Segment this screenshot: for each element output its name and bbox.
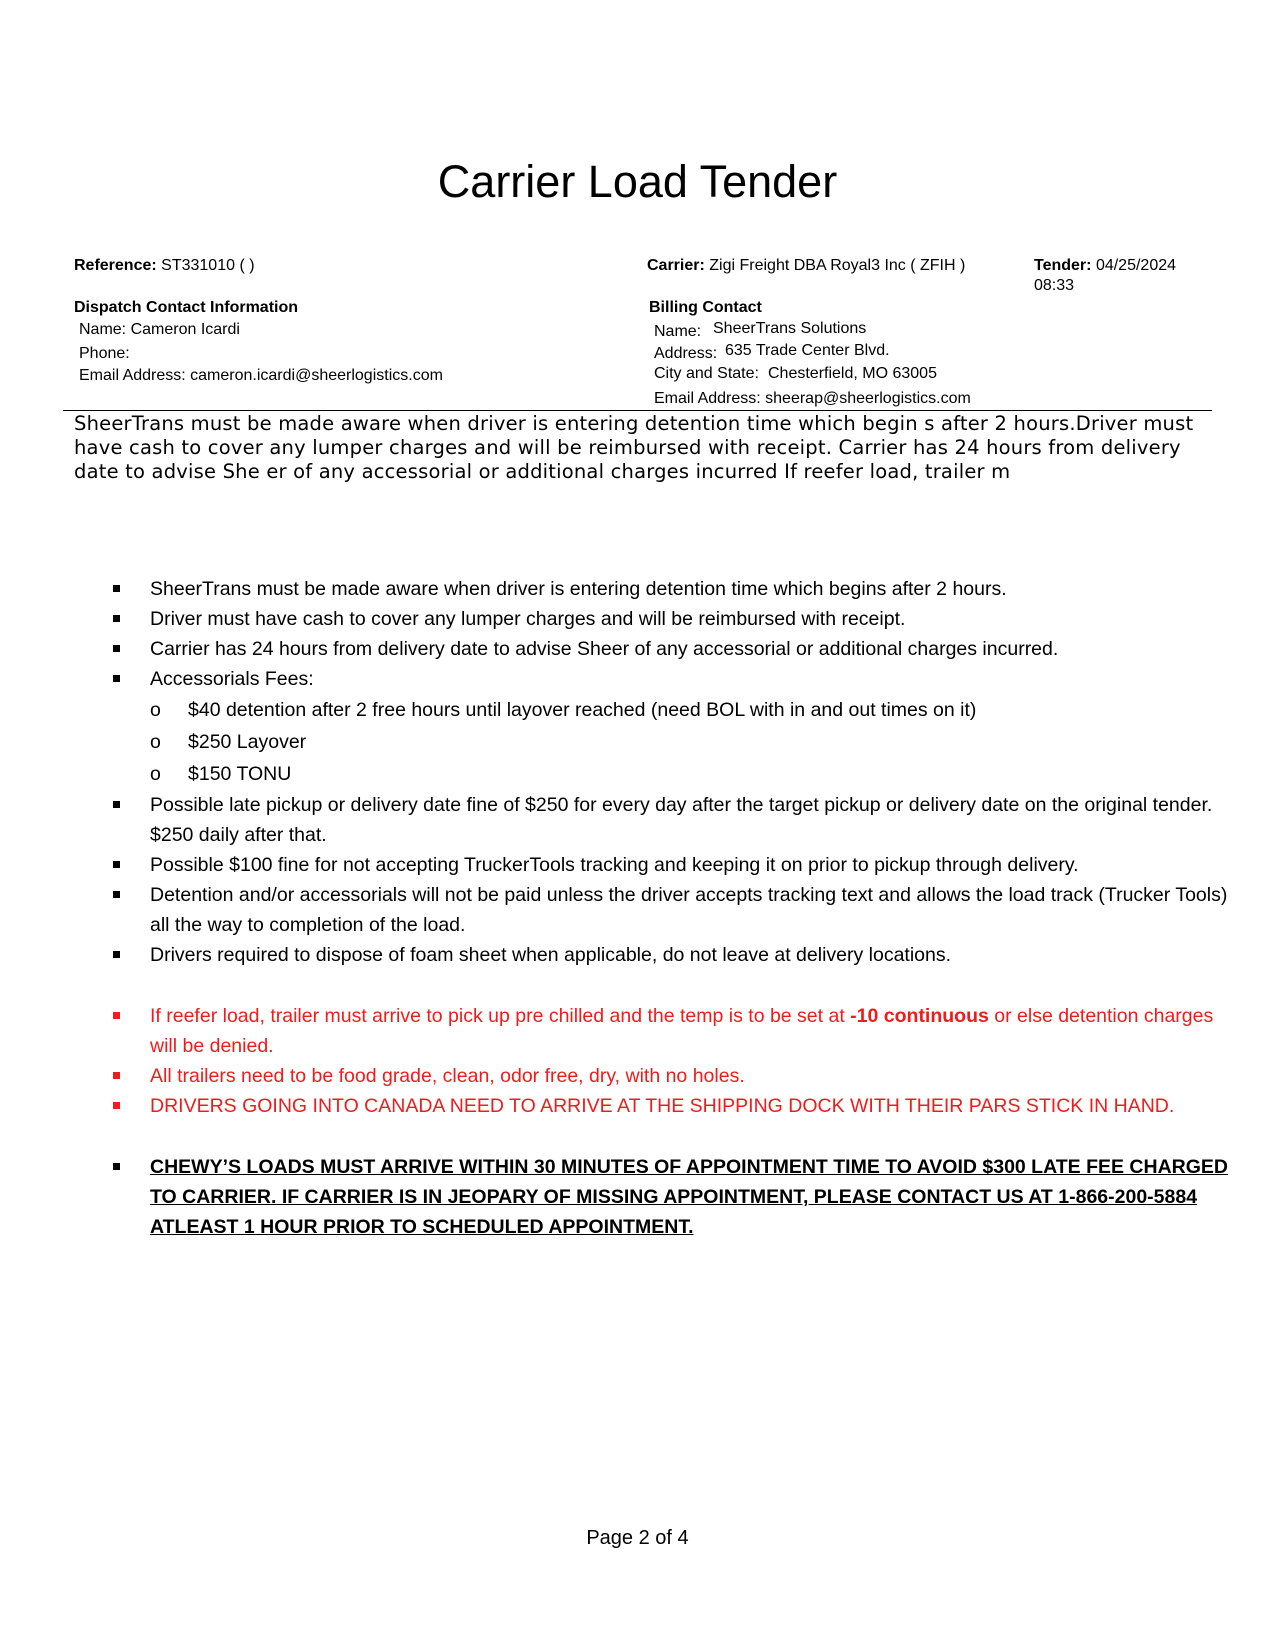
bullet-square-icon <box>113 1072 120 1079</box>
tender-time: 08:33 <box>1034 277 1075 294</box>
billing-name-label: Name: <box>654 323 702 340</box>
list-item: Possible $100 fine for not accepting TruckerTools tracking and keeping it on prior to pickup through delivery. <box>100 850 1230 880</box>
carrier-field <box>647 256 965 276</box>
bullet-square-icon <box>113 645 120 652</box>
bullet-square-icon <box>113 951 120 958</box>
reference-label: Reference: <box>74 257 157 274</box>
header-divider <box>63 410 1212 411</box>
bullet-square-icon <box>113 675 120 682</box>
tender-label: Tender: <box>1034 257 1092 274</box>
bullet-circle-icon: o <box>150 731 161 753</box>
billing-address-value: 635 Trade Center Blvd. <box>725 342 890 359</box>
page-number: Page 2 of 4 <box>586 1527 689 1549</box>
chewy-notice: CHEWY’S LOADS MUST ARRIVE WITHIN 30 MINUTES OF APPOINTMENT TIME TO AVOID $300 LATE FEE CHARGED TO CARRIER. IF CARRIER IS IN JEOPARY OF MISSING APPOINTMENT, PLEASE CONTACT US AT 1-866-200-5884 ATLEAST 1 HOUR PRIOR TO SCHEDULED APPOINTMENT. <box>100 1152 1230 1242</box>
sub-list-item: o $150 TONU <box>100 758 1230 790</box>
list-item: Drivers required to dispose of foam sheet when applicable, do not leave at delivery locations. <box>100 940 1230 970</box>
list-item: Detention and/or accessorials will not be paid unless the driver accepts tracking text and allows the load track (Trucker Tools) all the way to completion of the load. <box>100 880 1230 940</box>
carrier-label: Carrier: <box>647 257 705 274</box>
instructions-banner: SheerTrans must be made aware when driver is entering detention time which begin s after 2 hours.Driver must have cash to cover any lumper charges and will be reimbursed with receipt. Carrier has 24 hours from delivery date to advise She er of any accessorial or additional charges incurred If reefer load, trailer m <box>74 412 1194 483</box>
bullet-square-icon <box>113 891 120 898</box>
trailer-requirement: All trailers need to be food grade, clean, odor free, dry, with no holes. <box>100 1061 1230 1091</box>
bullet-square-icon <box>113 1163 120 1170</box>
dispatch-email: Email Address: cameron.icardi@sheerlogistics.com <box>79 367 443 384</box>
bullet-square-icon <box>113 801 120 808</box>
bullet-square-icon <box>113 861 120 868</box>
dispatch-phone: Phone: <box>79 345 130 362</box>
bullet-square-icon <box>113 585 120 592</box>
bullet-circle-icon: o <box>150 763 161 785</box>
billing-heading: Billing Contact <box>649 299 762 316</box>
list-item: Driver must have cash to cover any lumper charges and will be reimbursed with receipt. <box>100 604 1230 634</box>
bullet-square-icon <box>113 615 120 622</box>
canada-requirement: DRIVERS GOING INTO CANADA NEED TO ARRIVE AT THE SHIPPING DOCK WITH THEIR PARS STICK IN HAND. <box>100 1091 1230 1121</box>
billing-city-value: Chesterfield, MO 63005 <box>768 365 937 382</box>
list-item: Accessorials Fees: <box>100 664 1230 694</box>
reference-value: ST331010 ( ) <box>161 257 255 274</box>
bullet-square-icon <box>113 1012 120 1019</box>
reefer-warning: If reefer load, trailer must arrive to pick up pre chilled and the temp is to be set at -10 continuous or else detention charges will be denied. <box>100 1001 1230 1061</box>
sub-list-item: o $250 Layover <box>100 726 1230 758</box>
notes-list <box>100 574 1230 1242</box>
bullet-circle-icon: o <box>150 699 161 721</box>
dispatch-name: Name: Cameron Icardi <box>79 321 240 338</box>
tender-field <box>1034 256 1176 276</box>
dispatch-heading: Dispatch Contact Information <box>74 299 299 316</box>
tender-date: 04/25/2024 <box>1095 257 1177 274</box>
billing-email: Email Address: sheerap@sheerlogistics.com <box>654 390 971 407</box>
carrier-value: Zigi Freight DBA Royal3 Inc ( ZFIH ) <box>709 257 966 274</box>
list-item: Carrier has 24 hours from delivery date to advise Sheer of any accessorial or additional charges incurred. <box>100 634 1230 664</box>
document-title: Carrier Load Tender <box>437 156 838 207</box>
list-item: SheerTrans must be made aware when driver is entering detention time which begins after 2 hours. <box>100 574 1230 604</box>
billing-city-label: City and State: <box>654 365 759 382</box>
bullet-square-icon <box>113 1102 120 1109</box>
temp-setting: -10 continuous <box>850 1005 989 1027</box>
billing-name-value: SheerTrans Solutions <box>713 320 867 337</box>
list-item: Possible late pickup or delivery date fine of $250 for every day after the target pickup or delivery date on the original tender. $250 daily after that. <box>100 790 1230 850</box>
sub-list-item: o $40 detention after 2 free hours until layover reached (need BOL with in and out times on it) <box>100 694 1230 726</box>
reference-field <box>74 256 255 276</box>
billing-address-label: Address: <box>654 345 718 362</box>
